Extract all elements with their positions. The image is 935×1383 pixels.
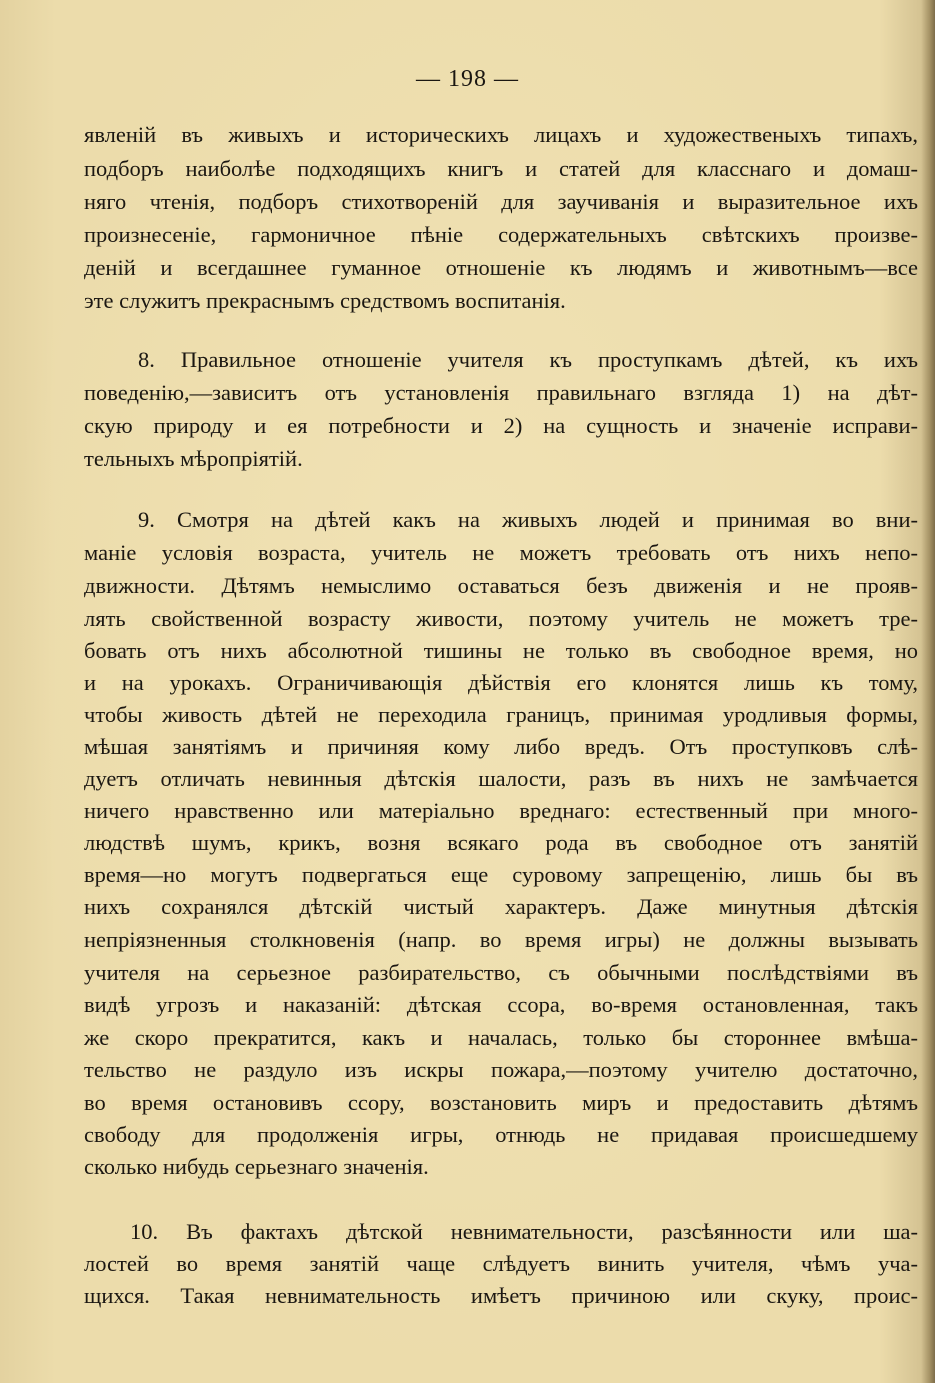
text-line: деній и всегдашнее гуманное отношеніе къ людямъ и животнымъ—все: [84, 255, 918, 280]
text-line: няго чтенія, подборъ стихотвореній для заучиванія и выразительное ихъ: [84, 189, 918, 214]
text-line: людствѣ шумъ, крикъ, возня всякаго рода въ свободное отъ занятій: [84, 830, 918, 855]
paragraph-10-first-line: 10. Въ фактахъ дѣтской невнимательности, разсѣянности или ша-: [130, 1219, 918, 1244]
text-line: бовать отъ нихъ абсолютной тишины не только въ свободное время, но: [84, 638, 918, 663]
text-line: время—но могутъ подвергаться еще суровому запрещенію, лишь бы въ: [84, 862, 918, 887]
paragraph-8-first-line: 8. Правильное отношеніе учителя къ проступкамъ дѣтей, къ ихъ: [138, 347, 918, 372]
text-line: дуетъ отличать невинныя дѣтскія шалости, разъ въ нихъ не замѣчается: [84, 766, 918, 791]
text-line: движности. Дѣтямъ немыслимо оставаться безъ движенія и не прояв-: [84, 573, 918, 598]
text-line: лостей во время занятій чаще слѣдуетъ винить учителя, чѣмъ уча-: [84, 1251, 918, 1276]
paragraph-9-first-line: 9. Смотря на дѣтей какъ на живыхъ людей и принимая во вни-: [138, 507, 918, 532]
text-line: эте служитъ прекраснымъ средствомъ воспитанія.: [84, 288, 566, 313]
text-line: произнесеніе, гармоничное пѣніе содержательныхъ свѣтскихъ произве-: [84, 222, 918, 247]
text-line: свободу для продолженія игры, отнюдь не придавая происшедшему: [84, 1122, 918, 1147]
page-number: — 198 —: [416, 66, 519, 92]
text-line: щихся. Такая невнимательность имѣетъ причиною или скуку, проис-: [84, 1283, 918, 1308]
text-line: тельныхъ мѣропріятій.: [84, 446, 303, 471]
text-line: ничего нравственно или матеріально вреднаго: естественный при много-: [84, 798, 918, 823]
text-line: чтобы живость дѣтей не переходила границъ, принимая уродливыя формы,: [84, 702, 918, 727]
text-line: мѣшая занятіямъ и причиняя кому либо вредъ. Отъ проступковъ слѣ-: [84, 734, 918, 759]
text-line: скую природу и ея потребности и 2) на сущность и значеніе исправи-: [84, 413, 918, 438]
text-line: видѣ угрозъ и наказаній: дѣтская ссора, во-время остановленная, такъ: [84, 992, 918, 1017]
text-line: маніе условія возраста, учитель не можетъ требовать отъ нихъ непо-: [84, 540, 918, 565]
text-line: во время остановивъ ссору, возстановить миръ и предоставить дѣтямъ: [84, 1090, 918, 1115]
text-line: нихъ сохранялся дѣтскій чистый характеръ. Даже минутныя дѣтскія: [84, 894, 918, 919]
text-line: же скоро прекратится, какъ и началась, только бы стороннее вмѣша-: [84, 1025, 918, 1050]
text-line: лять свойственной возрасту живости, поэтому учитель не можетъ тре-: [84, 606, 918, 631]
text-line: поведенію,—зависитъ отъ установленія правильнаго взгляда 1) на дѣт-: [84, 380, 918, 405]
text-line: подборъ наиболѣе подходящихъ книгъ и статей для класснаго и домаш-: [84, 156, 918, 181]
text-line: и на урокахъ. Ограничивающія дѣйствія его клонятся лишь къ тому,: [84, 670, 918, 695]
text-line: тельство не раздуло изъ искры пожара,—поэтому учителю достаточно,: [84, 1057, 918, 1082]
text-line: учителя на серьезное разбирательство, съ обычными послѣдствіями въ: [84, 960, 918, 985]
text-line: непріязненныя столкновенія (напр. во время игры) не должны вызывать: [84, 927, 918, 952]
text-line: сколько нибудь серьезнаго значенія.: [84, 1154, 429, 1179]
page-edge-shadow: [921, 0, 935, 1383]
text-line: явленій въ живыхъ и историческихъ лицахъ и художественыхъ типахъ,: [84, 122, 918, 147]
